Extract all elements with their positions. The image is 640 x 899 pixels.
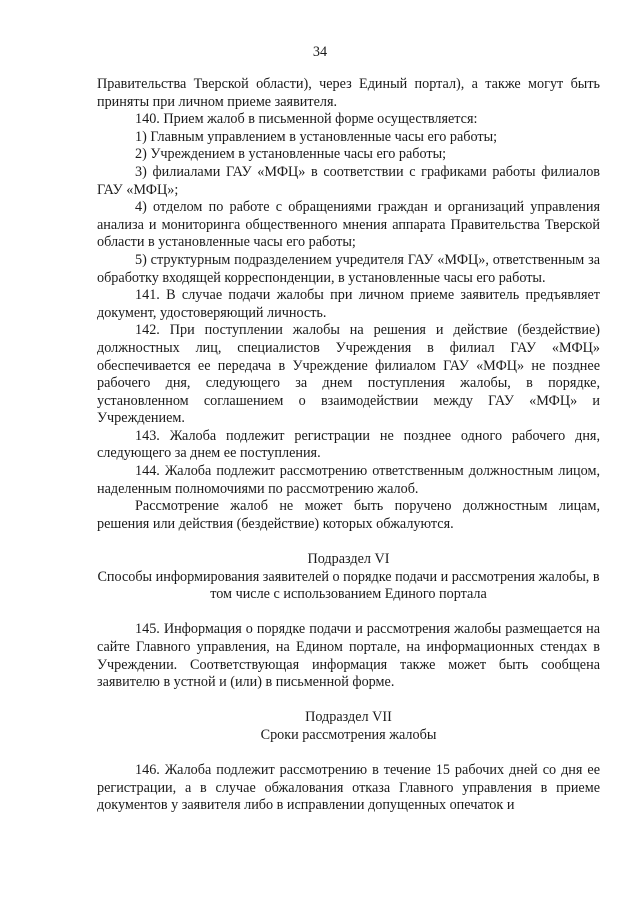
paragraph-146: 146. Жалоба подлежит рассмотрению в течение 15 рабочих дней со дня ее регистрации, а в случае обжалования отказа Главного управления в приеме документов у заявителя либо в исправлении допущенных опечаток и	[97, 762, 600, 814]
paragraph-145: 145. Информация о порядке подачи и рассмотрения жалобы размещается на сайте Главного управления, на Едином портале, на информационных стендах в Учреждении. Соответствующая информация также может быть сообщена заявителю в устной и (или) в письменной форме.	[97, 621, 600, 691]
list-item-140-5: 5) структурным подразделением учредителя ГАУ «МФЦ», ответственным за обработку входящей корреспонденции, в установленные часы его работы.	[97, 251, 600, 286]
section-6-label: Подраздел VI	[307, 551, 390, 568]
paragraph-143: 143. Жалоба подлежит регистрации не позднее одного рабочего дня, следующего за днем ее поступления.	[97, 427, 600, 462]
section-7-label: Подраздел VII	[305, 709, 392, 726]
list-item-140-4: 4) отделом по работе с обращениями граждан и организаций управления анализа и мониторинга общественного мнения аппарата Правительства Тверской области в установленные часы его работы;	[97, 199, 600, 251]
page-number: 34	[312, 44, 328, 60]
paragraph-142: 142. При поступлении жалобы на решения и действие (бездействие) должностных лиц, специалистов Учреждения в филиал ГАУ «МФЦ» обеспечивается ее передача в Учреждение филиалом ГАУ «МФЦ» не позднее рабочего дня, следующего за днем поступления жалобы, в порядке, установленном соглашением о взаимодействии между ГАУ «МФЦ» и Учреждением.	[97, 322, 600, 427]
list-item-140-3: 3) филиалами ГАУ «МФЦ» в соответствии с графиками работы филиалов ГАУ «МФЦ»;	[97, 163, 600, 198]
list-item-140-1: 1) Главным управлением в установленные часы его работы;	[135, 128, 498, 145]
paragraph-141: 141. В случае подачи жалобы при личном приеме заявитель предъявляет документ, удостоверяющий личность.	[97, 287, 600, 321]
paragraph-144: 144. Жалоба подлежит рассмотрению ответственным должностным лицом, наделенным полномочиями по рассмотрению жалоб.	[97, 463, 600, 497]
document-body	[97, 76, 600, 815]
paragraph-144-note: Рассмотрение жалоб не может быть поручено должностным лицам, решения или действия (бездействие) которых обжалуются.	[97, 498, 600, 532]
paragraph-140: 140. Прием жалоб в письменной форме осуществляется:	[135, 111, 478, 128]
section-6-title: Способы информирования заявителей о порядке подачи и рассмотрения жалобы, в том числе с использованием Единого портала	[97, 568, 600, 603]
list-item-140-2: 2) Учреждением в установленные часы его работы;	[135, 146, 447, 163]
section-7-title: Сроки рассмотрения жалобы	[260, 726, 437, 743]
paragraph-continuation: Правительства Тверской области), через Единый портал), а также могут быть приняты при личном приеме заявителя.	[97, 76, 600, 110]
